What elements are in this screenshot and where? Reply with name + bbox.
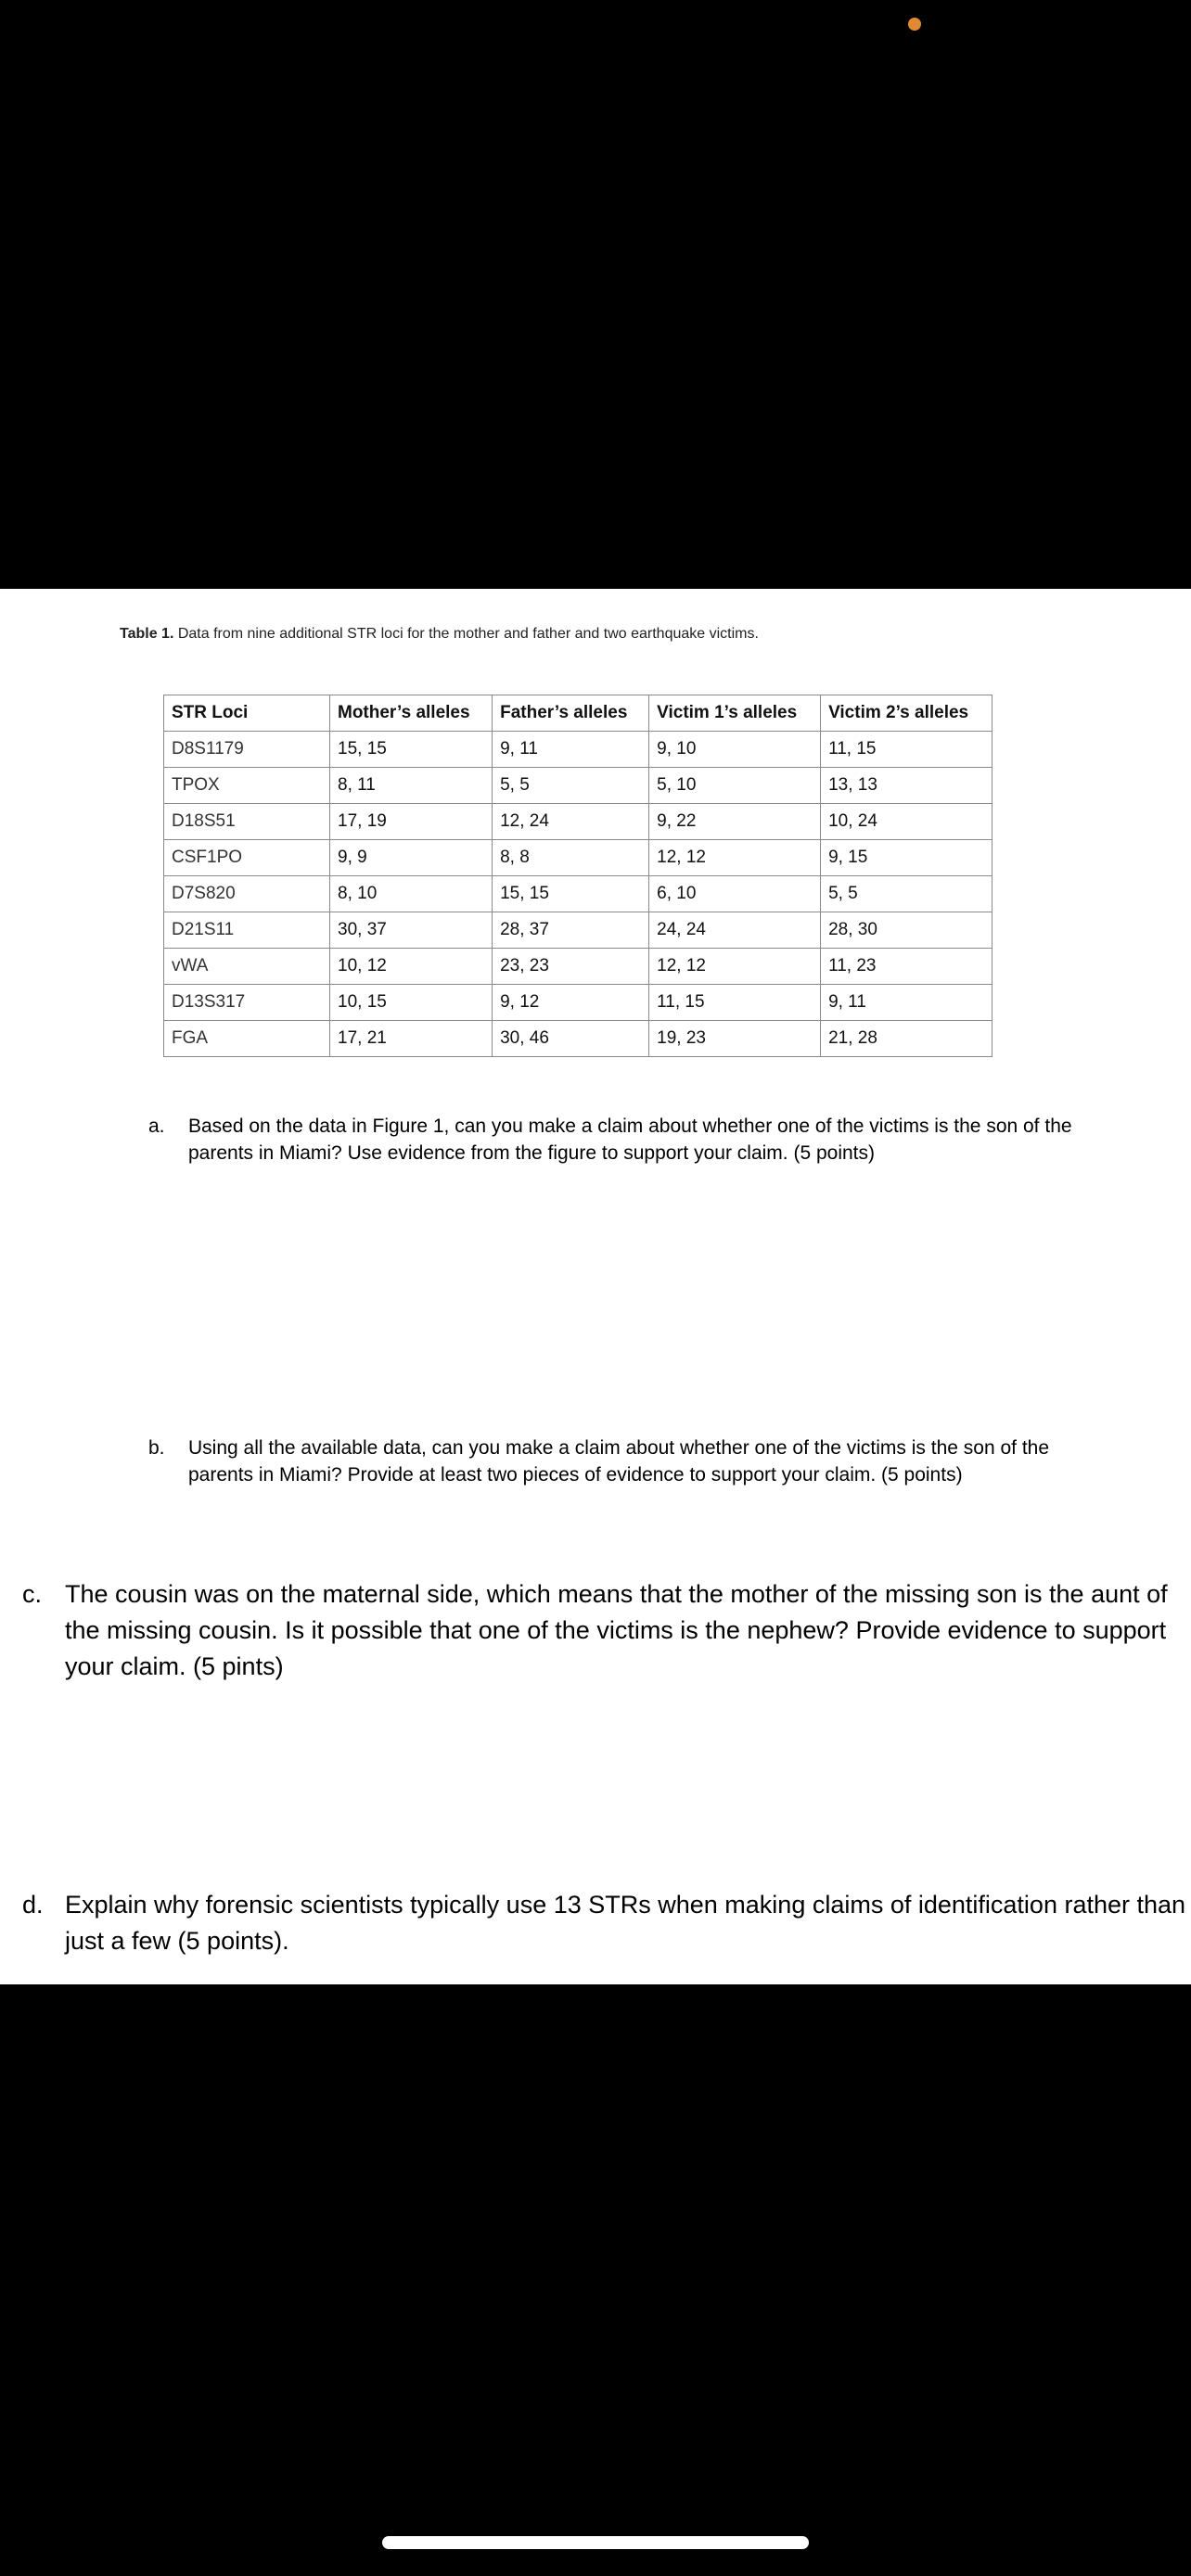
- str-loci-table: [163, 695, 992, 1057]
- table-row: [164, 1021, 992, 1057]
- table-body: [164, 732, 992, 1057]
- allele-cell: 9, 11: [493, 732, 649, 768]
- allele-cell: 5, 10: [649, 768, 821, 804]
- locus-cell: D7S820: [164, 876, 330, 912]
- allele-cell: 8, 8: [493, 840, 649, 876]
- locus-cell: D21S11: [164, 912, 330, 949]
- table-row: [164, 912, 992, 949]
- allele-cell: 9, 11: [821, 985, 992, 1021]
- allele-cell: 10, 24: [821, 804, 992, 840]
- locus-cell: CSF1PO: [164, 840, 330, 876]
- question-b: [148, 1435, 1113, 1488]
- column-header: Victim 2’s alleles: [821, 695, 992, 732]
- question-a-marker: a.: [148, 1116, 165, 1137]
- table-header-row: [164, 695, 992, 732]
- question-c-marker: c.: [22, 1580, 43, 1608]
- allele-cell: 9, 22: [649, 804, 821, 840]
- document-page: [0, 589, 1191, 1984]
- question-c-text: The cousin was on the maternal side, which means that the mother of the missing son is the aunt of the missing cousin. Is it possible that one of the victims is the nephew? Provide evidence to support your claim. (5 pints): [65, 1580, 1168, 1680]
- allele-cell: 9, 12: [493, 985, 649, 1021]
- allele-cell: 11, 15: [649, 985, 821, 1021]
- allele-cell: 12, 24: [493, 804, 649, 840]
- question-b-marker: b.: [148, 1437, 165, 1459]
- table-row: [164, 876, 992, 912]
- home-indicator[interactable]: [382, 2536, 809, 2549]
- allele-cell: 23, 23: [493, 949, 649, 985]
- caption-text: Data from nine additional STR loci for the mother and father and two earthquake victims.: [173, 626, 759, 642]
- allele-cell: 9, 10: [649, 732, 821, 768]
- allele-cell: 5, 5: [493, 768, 649, 804]
- allele-cell: 28, 30: [821, 912, 992, 949]
- question-b-text: Using all the available data, can you make a claim about whether one of the victims is the son of the parents in Miami? Provide at least two pieces of evidence to support your claim. (5 points): [188, 1437, 1050, 1486]
- column-header: STR Loci: [164, 695, 330, 732]
- table-row: [164, 840, 992, 876]
- allele-cell: 9, 15: [821, 840, 992, 876]
- question-d-text: Explain why forensic scientists typically use 13 STRs when making claims of identification rather than just a few (5 points).: [65, 1891, 1186, 1955]
- question-a-text: Based on the data in Figure 1, can you make a claim about whether one of the victims is the son of the parents in Miami? Use evidence from the figure to support your claim. (5 points): [188, 1116, 1072, 1164]
- allele-cell: 11, 23: [821, 949, 992, 985]
- allele-cell: 11, 15: [821, 732, 992, 768]
- question-d: [22, 1887, 1191, 1959]
- locus-cell: D18S51: [164, 804, 330, 840]
- allele-cell: 6, 10: [649, 876, 821, 912]
- table-row: [164, 732, 992, 768]
- allele-cell: 17, 21: [330, 1021, 493, 1057]
- allele-cell: 30, 37: [330, 912, 493, 949]
- table-caption: [120, 626, 759, 643]
- question-a: [148, 1113, 1113, 1167]
- allele-cell: 21, 28: [821, 1021, 992, 1057]
- locus-cell: FGA: [164, 1021, 330, 1057]
- table-row: [164, 804, 992, 840]
- column-header: Mother’s alleles: [330, 695, 493, 732]
- allele-cell: 5, 5: [821, 876, 992, 912]
- locus-cell: TPOX: [164, 768, 330, 804]
- allele-cell: 13, 13: [821, 768, 992, 804]
- allele-cell: 12, 12: [649, 949, 821, 985]
- allele-cell: 17, 19: [330, 804, 493, 840]
- privacy-indicator-dot: [908, 18, 921, 31]
- locus-cell: D13S317: [164, 985, 330, 1021]
- allele-cell: 15, 15: [493, 876, 649, 912]
- allele-cell: 8, 11: [330, 768, 493, 804]
- column-header: Victim 1’s alleles: [649, 695, 821, 732]
- column-header: Father’s alleles: [493, 695, 649, 732]
- allele-cell: 28, 37: [493, 912, 649, 949]
- allele-cell: 15, 15: [330, 732, 493, 768]
- allele-cell: 30, 46: [493, 1021, 649, 1057]
- allele-cell: 9, 9: [330, 840, 493, 876]
- table-row: [164, 949, 992, 985]
- caption-label: Table 1.: [120, 626, 174, 642]
- table-row: [164, 768, 992, 804]
- allele-cell: 10, 12: [330, 949, 493, 985]
- allele-cell: 8, 10: [330, 876, 493, 912]
- question-c: [22, 1576, 1182, 1685]
- allele-cell: 24, 24: [649, 912, 821, 949]
- allele-cell: 10, 15: [330, 985, 493, 1021]
- allele-cell: 12, 12: [649, 840, 821, 876]
- locus-cell: vWA: [164, 949, 330, 985]
- table-row: [164, 985, 992, 1021]
- locus-cell: D8S1179: [164, 732, 330, 768]
- question-d-marker: d.: [22, 1891, 44, 1919]
- allele-cell: 19, 23: [649, 1021, 821, 1057]
